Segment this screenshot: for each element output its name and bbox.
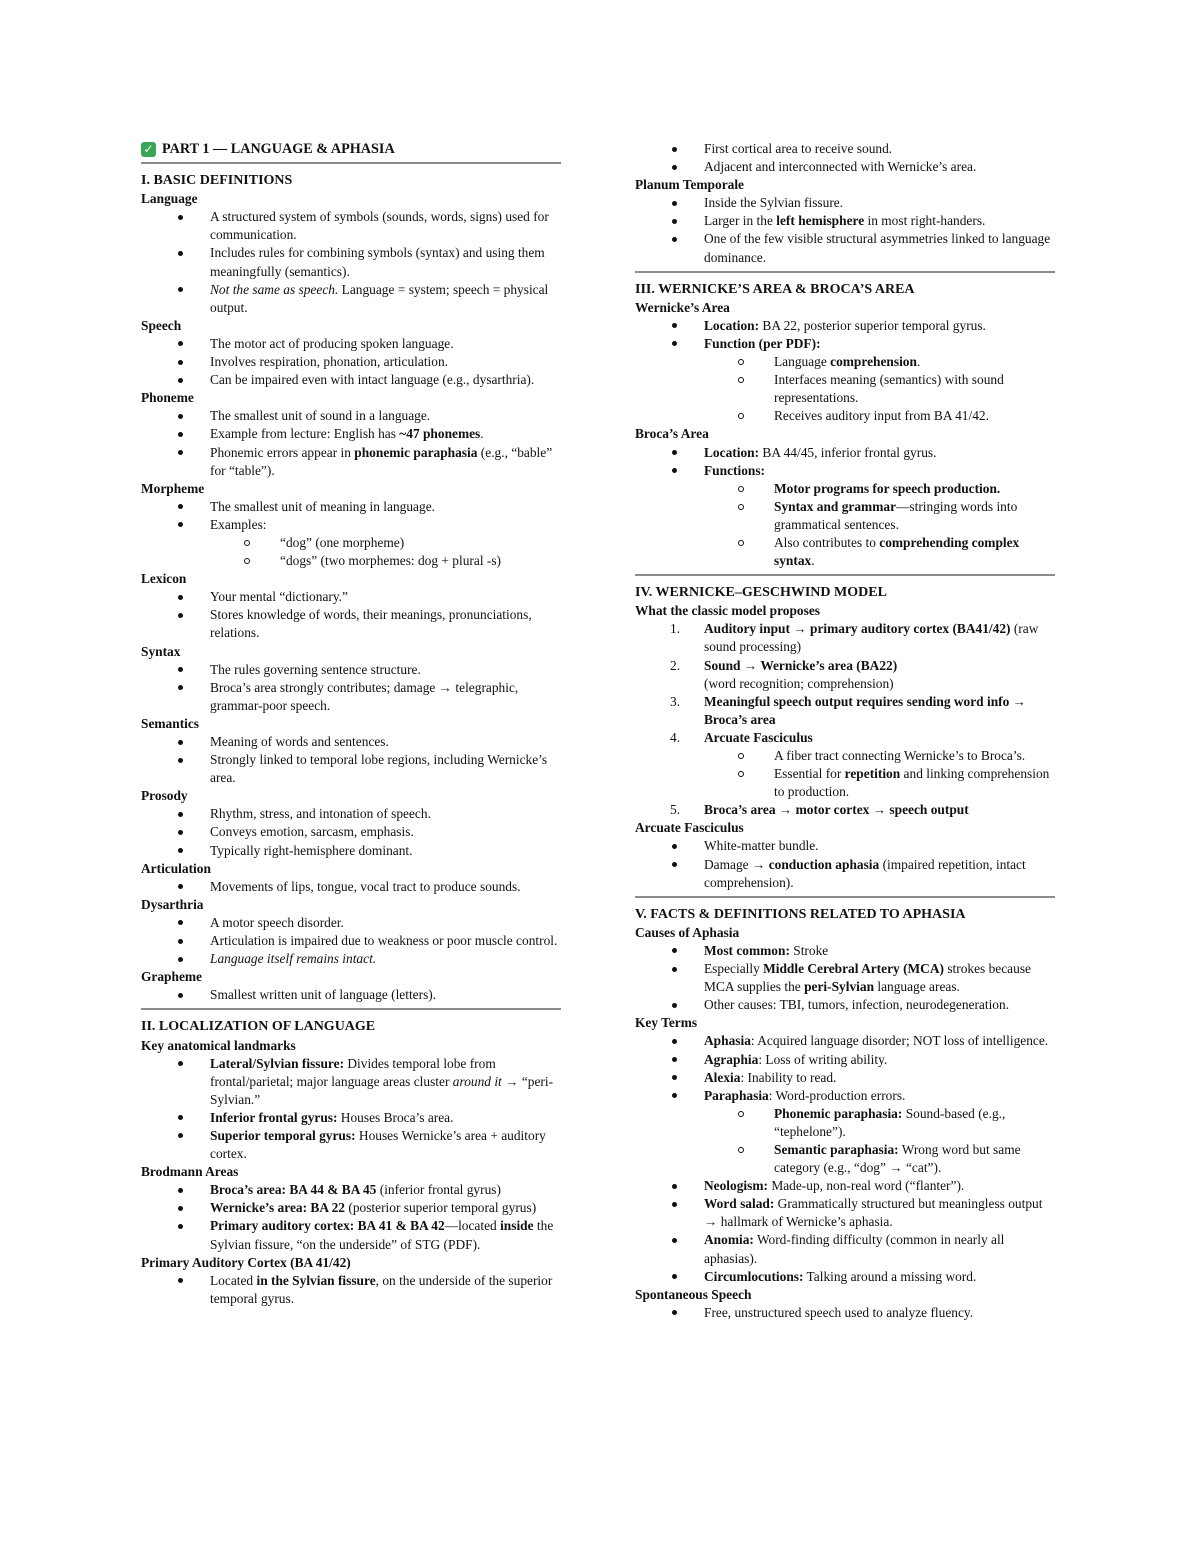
- list-item: Can be impaired even with intact language (e.g., dysarthria).: [141, 371, 561, 389]
- list-item: Located in the Sylvian fissure, on the underside of the superior temporal gyrus.: [141, 1272, 561, 1308]
- section-heading-wg-model: IV. WERNICKE–GESCHWIND MODEL: [635, 585, 887, 601]
- list-item: Neologism: Made-up, non-real word (“flanter”).: [635, 1177, 1055, 1195]
- divider: [635, 896, 1055, 898]
- list-item: A structured system of symbols (sounds, words, signs) used for communication.: [141, 208, 561, 244]
- list-item: Functions: Motor programs for speech production. Syntax and grammar—stringing words into grammatical sentences. Also contributes to comprehending complex syntax.: [635, 462, 1055, 571]
- sub-list-item: A fiber tract connecting Wernicke’s to Broca’s.: [703, 747, 1055, 765]
- term-semantics: Semantics: [141, 715, 200, 731]
- list-item: Rhythm, stress, and intonation of speech.: [141, 805, 561, 823]
- list-item: Inferior frontal gyrus: Houses Broca’s area.: [141, 1109, 561, 1127]
- term-arcuate-fasciculus: Arcuate Fasciculus: [635, 820, 744, 836]
- list-item: Stores knowledge of words, their meanings, pronunciations, relations.: [141, 606, 561, 642]
- term-primary-auditory-cortex: Primary Auditory Cortex (BA 41/42): [141, 1254, 351, 1270]
- bullet-list: [141, 335, 561, 389]
- list-item: Free, unstructured speech used to analyze fluency.: [635, 1304, 1055, 1322]
- list-item: Superior temporal gyrus: Houses Wernicke’s area + auditory cortex.: [141, 1127, 561, 1163]
- term-grapheme: Grapheme: [141, 969, 202, 985]
- list-item: The motor act of producing spoken language.: [141, 335, 561, 353]
- term-broca-area: Broca’s Area: [635, 426, 709, 442]
- bullet-list: [635, 140, 1055, 176]
- list-item: 2. Sound → Wernicke’s area (BA22) (word recognition; comprehension): [670, 657, 898, 691]
- list-item: Example from lecture: English has ~47 phonemes.: [141, 425, 561, 443]
- list-item: Lateral/Sylvian fissure: Divides temporal lobe from frontal/parietal; major language areas cluster around it → “peri-Sylvian.”: [141, 1055, 561, 1109]
- list-item: 4. Arcuate Fasciculus A fiber tract connecting Wernicke’s to Broca’s. Essential for repetition and linking comprehension to production.: [635, 729, 1055, 801]
- bullet-list: [141, 986, 561, 1004]
- sub-list-item: Language comprehension.: [703, 353, 1055, 371]
- bullet-list: [635, 837, 1055, 891]
- list-item: Most common: Stroke: [635, 942, 1055, 960]
- term-wernicke-area: Wernicke’s Area: [635, 299, 730, 315]
- divider: [635, 271, 1055, 273]
- sub-list-item: Motor programs for speech production.: [703, 480, 1055, 498]
- sub-list-item: “dogs” (two morphemes: dog + plural -s): [209, 552, 561, 570]
- list-item: Especially Middle Cerebral Artery (MCA) strokes because MCA supplies the peri-Sylvian language areas.: [635, 960, 1055, 996]
- term-articulation: Articulation: [141, 860, 211, 876]
- sub-list: [704, 1105, 1055, 1177]
- term-dysarthria: Dysarthria: [141, 896, 204, 912]
- sub-list-item: Phonemic paraphasia: Sound-based (e.g., “tephelone”).: [703, 1105, 1055, 1141]
- bullet-list: [141, 661, 561, 715]
- list-item: Inside the Sylvian fissure.: [635, 194, 1055, 212]
- list-item: Circumlocutions: Talking around a missing word.: [635, 1268, 1055, 1286]
- list-item: Articulation is impaired due to weakness or poor muscle control.: [141, 932, 561, 950]
- list-item: Location: BA 44/45, inferior frontal gyrus.: [635, 444, 1055, 462]
- list-item: Broca’s area strongly contributes; damage → telegraphic, grammar-poor speech.: [141, 679, 561, 715]
- sub-list-item: Receives auditory input from BA 41/42.: [703, 407, 1055, 425]
- bullet-list: [635, 444, 1055, 571]
- section-heading-basic-definitions: I. BASIC DEFINITIONS: [141, 173, 293, 189]
- list-item: 5. Broca’s area → motor cortex → speech output: [670, 802, 969, 818]
- list-item: Location: BA 22, posterior superior temporal gyrus.: [635, 317, 1055, 335]
- list-item: Function (per PDF): Language comprehension. Interfaces meaning (semantics) with sound representations. Receives auditory input from BA 41/42.: [635, 335, 1055, 425]
- sub-list: [704, 353, 1055, 425]
- term-spontaneous-speech: Spontaneous Speech: [635, 1286, 752, 1302]
- list-item: Typically right-hemisphere dominant.: [141, 842, 561, 860]
- term-key-terms: Key Terms: [635, 1015, 698, 1031]
- bullet-list: [635, 1304, 1055, 1322]
- divider: [141, 162, 561, 164]
- sub-list-item: Also contributes to comprehending complex syntax.: [703, 534, 1055, 570]
- term-causes-of-aphasia: Causes of Aphasia: [635, 924, 740, 940]
- bullet-list: [141, 805, 561, 859]
- term-morpheme: Morpheme: [141, 480, 205, 496]
- bullet-list: [141, 733, 561, 787]
- list-item: Strongly linked to temporal lobe regions, including Wernicke’s area.: [141, 751, 561, 787]
- sub-list: [210, 534, 561, 570]
- right-column: [635, 140, 1055, 1322]
- bullet-list: [141, 588, 561, 642]
- list-item: A motor speech disorder.: [141, 914, 561, 932]
- list-item: Broca’s area: BA 44 & BA 45 (inferior frontal gyrus): [141, 1181, 561, 1199]
- sub-list: [704, 480, 1055, 570]
- term-syntax: Syntax: [141, 643, 181, 659]
- checkmark-icon: ✓: [141, 142, 156, 157]
- bullet-list: [635, 1032, 1055, 1285]
- bullet-list: [141, 498, 561, 570]
- sub-list-item: “dog” (one morpheme): [209, 534, 561, 552]
- list-item: Paraphasia: Word-production errors. Phonemic paraphasia: Sound-based (e.g., “tephelone”). Semantic paraphasia: Wrong word but same category (e.g., “dog” → “cat”).: [635, 1087, 1055, 1177]
- section-heading-wernicke-broca: III. WERNICKE’S AREA & BROCA’S AREA: [635, 281, 915, 297]
- bullet-list: [141, 1181, 561, 1253]
- list-item: Primary auditory cortex: BA 41 & BA 42—located inside the Sylvian fissure, “on the underside” of STG (PDF).: [141, 1217, 561, 1253]
- list-item: One of the few visible structural asymmetries linked to language dominance.: [635, 230, 1055, 266]
- list-item: Alexia: Inability to read.: [635, 1069, 1055, 1087]
- list-item: Meaning of words and sentences.: [141, 733, 561, 751]
- list-item: Agraphia: Loss of writing ability.: [635, 1051, 1055, 1069]
- left-column: [141, 140, 561, 1308]
- list-item: First cortical area to receive sound.: [635, 140, 1055, 158]
- bullet-list: [635, 942, 1055, 1014]
- list-item: Aphasia: Acquired language disorder; NOT loss of intelligence.: [635, 1032, 1055, 1050]
- list-item: Smallest written unit of language (letters).: [141, 986, 561, 1004]
- list-item: Includes rules for combining symbols (syntax) and using them meaningfully (semantics).: [141, 244, 561, 280]
- list-item: 3. Meaningful speech output requires sending word info → Broca’s area: [670, 693, 1027, 727]
- sub-list-item: Semantic paraphasia: Wrong word but same category (e.g., “dog” → “cat”).: [703, 1141, 1055, 1177]
- list-item: Involves respiration, phonation, articulation.: [141, 353, 561, 371]
- term-language: Language: [141, 191, 198, 207]
- list-item: White-matter bundle.: [635, 837, 1055, 855]
- list-item: Phonemic errors appear in phonemic paraphasia (e.g., “bable” for “table”).: [141, 444, 561, 480]
- bullet-list: [141, 878, 561, 896]
- list-item: Language itself remains intact.: [141, 950, 561, 968]
- list-item: Damage → conduction aphasia (impaired repetition, intact comprehension).: [635, 856, 1055, 892]
- list-item: Word salad: Grammatically structured but meaningless output → hallmark of Wernicke’s aphasia.: [635, 1195, 1055, 1231]
- bullet-list: [141, 914, 561, 968]
- list-item: The smallest unit of sound in a language.: [141, 407, 561, 425]
- term-phoneme: Phoneme: [141, 390, 194, 406]
- term-speech: Speech: [141, 317, 182, 333]
- list-item: The rules governing sentence structure.: [141, 661, 561, 679]
- list-item: Examples: “dog” (one morpheme) “dogs” (two morphemes: dog + plural -s): [141, 516, 561, 570]
- list-item: Anomia: Word-finding difficulty (common in nearly all aphasias).: [635, 1231, 1055, 1267]
- term-lexicon: Lexicon: [141, 571, 187, 587]
- bullet-list: [635, 317, 1055, 426]
- term-landmarks: Key anatomical landmarks: [141, 1037, 296, 1053]
- term-classic-model: What the classic model proposes: [635, 603, 820, 619]
- sub-list: [704, 747, 1055, 801]
- divider: [141, 1008, 561, 1010]
- section-heading-aphasia-facts: V. FACTS & DEFINITIONS RELATED TO APHASIA: [635, 906, 966, 922]
- list-item: Wernicke’s area: BA 22 (posterior superior temporal gyrus): [141, 1199, 561, 1217]
- list-item: Conveys emotion, sarcasm, emphasis.: [141, 823, 561, 841]
- sub-list-item: Syntax and grammar—stringing words into grammatical sentences.: [703, 498, 1055, 534]
- list-item: Movements of lips, tongue, vocal tract to produce sounds.: [141, 878, 561, 896]
- sub-list-item: Interfaces meaning (semantics) with sound representations.: [703, 371, 1055, 407]
- sub-list-item: Essential for repetition and linking comprehension to production.: [703, 765, 1055, 801]
- term-brodmann: Brodmann Areas: [141, 1164, 239, 1180]
- part-title: ✓ PART 1 — LANGUAGE & APHASIA: [141, 140, 561, 158]
- bullet-list: [141, 1272, 561, 1308]
- numbered-list: [635, 620, 1055, 819]
- term-planum-temporale: Planum Temporale: [635, 177, 744, 193]
- bullet-list: [635, 194, 1055, 266]
- section-heading-localization: II. LOCALIZATION OF LANGUAGE: [141, 1019, 376, 1035]
- list-item: 1. Auditory input → primary auditory cortex (BA41/42) (raw sound processing): [670, 621, 1039, 655]
- list-item: The smallest unit of meaning in language.: [141, 498, 561, 516]
- term-prosody: Prosody: [141, 788, 188, 804]
- bullet-list: [141, 407, 561, 479]
- list-item: Adjacent and interconnected with Wernicke’s area.: [635, 158, 1055, 176]
- bullet-list: [141, 1055, 561, 1164]
- list-item: Other causes: TBI, tumors, infection, neurodegeneration.: [635, 996, 1055, 1014]
- list-item: Your mental “dictionary.”: [141, 588, 561, 606]
- list-item: Larger in the left hemisphere in most right-handers.: [635, 212, 1055, 230]
- divider: [635, 574, 1055, 576]
- bullet-list: [141, 208, 561, 317]
- list-item: Not the same as speech. Language = system; speech = physical output.: [141, 281, 561, 317]
